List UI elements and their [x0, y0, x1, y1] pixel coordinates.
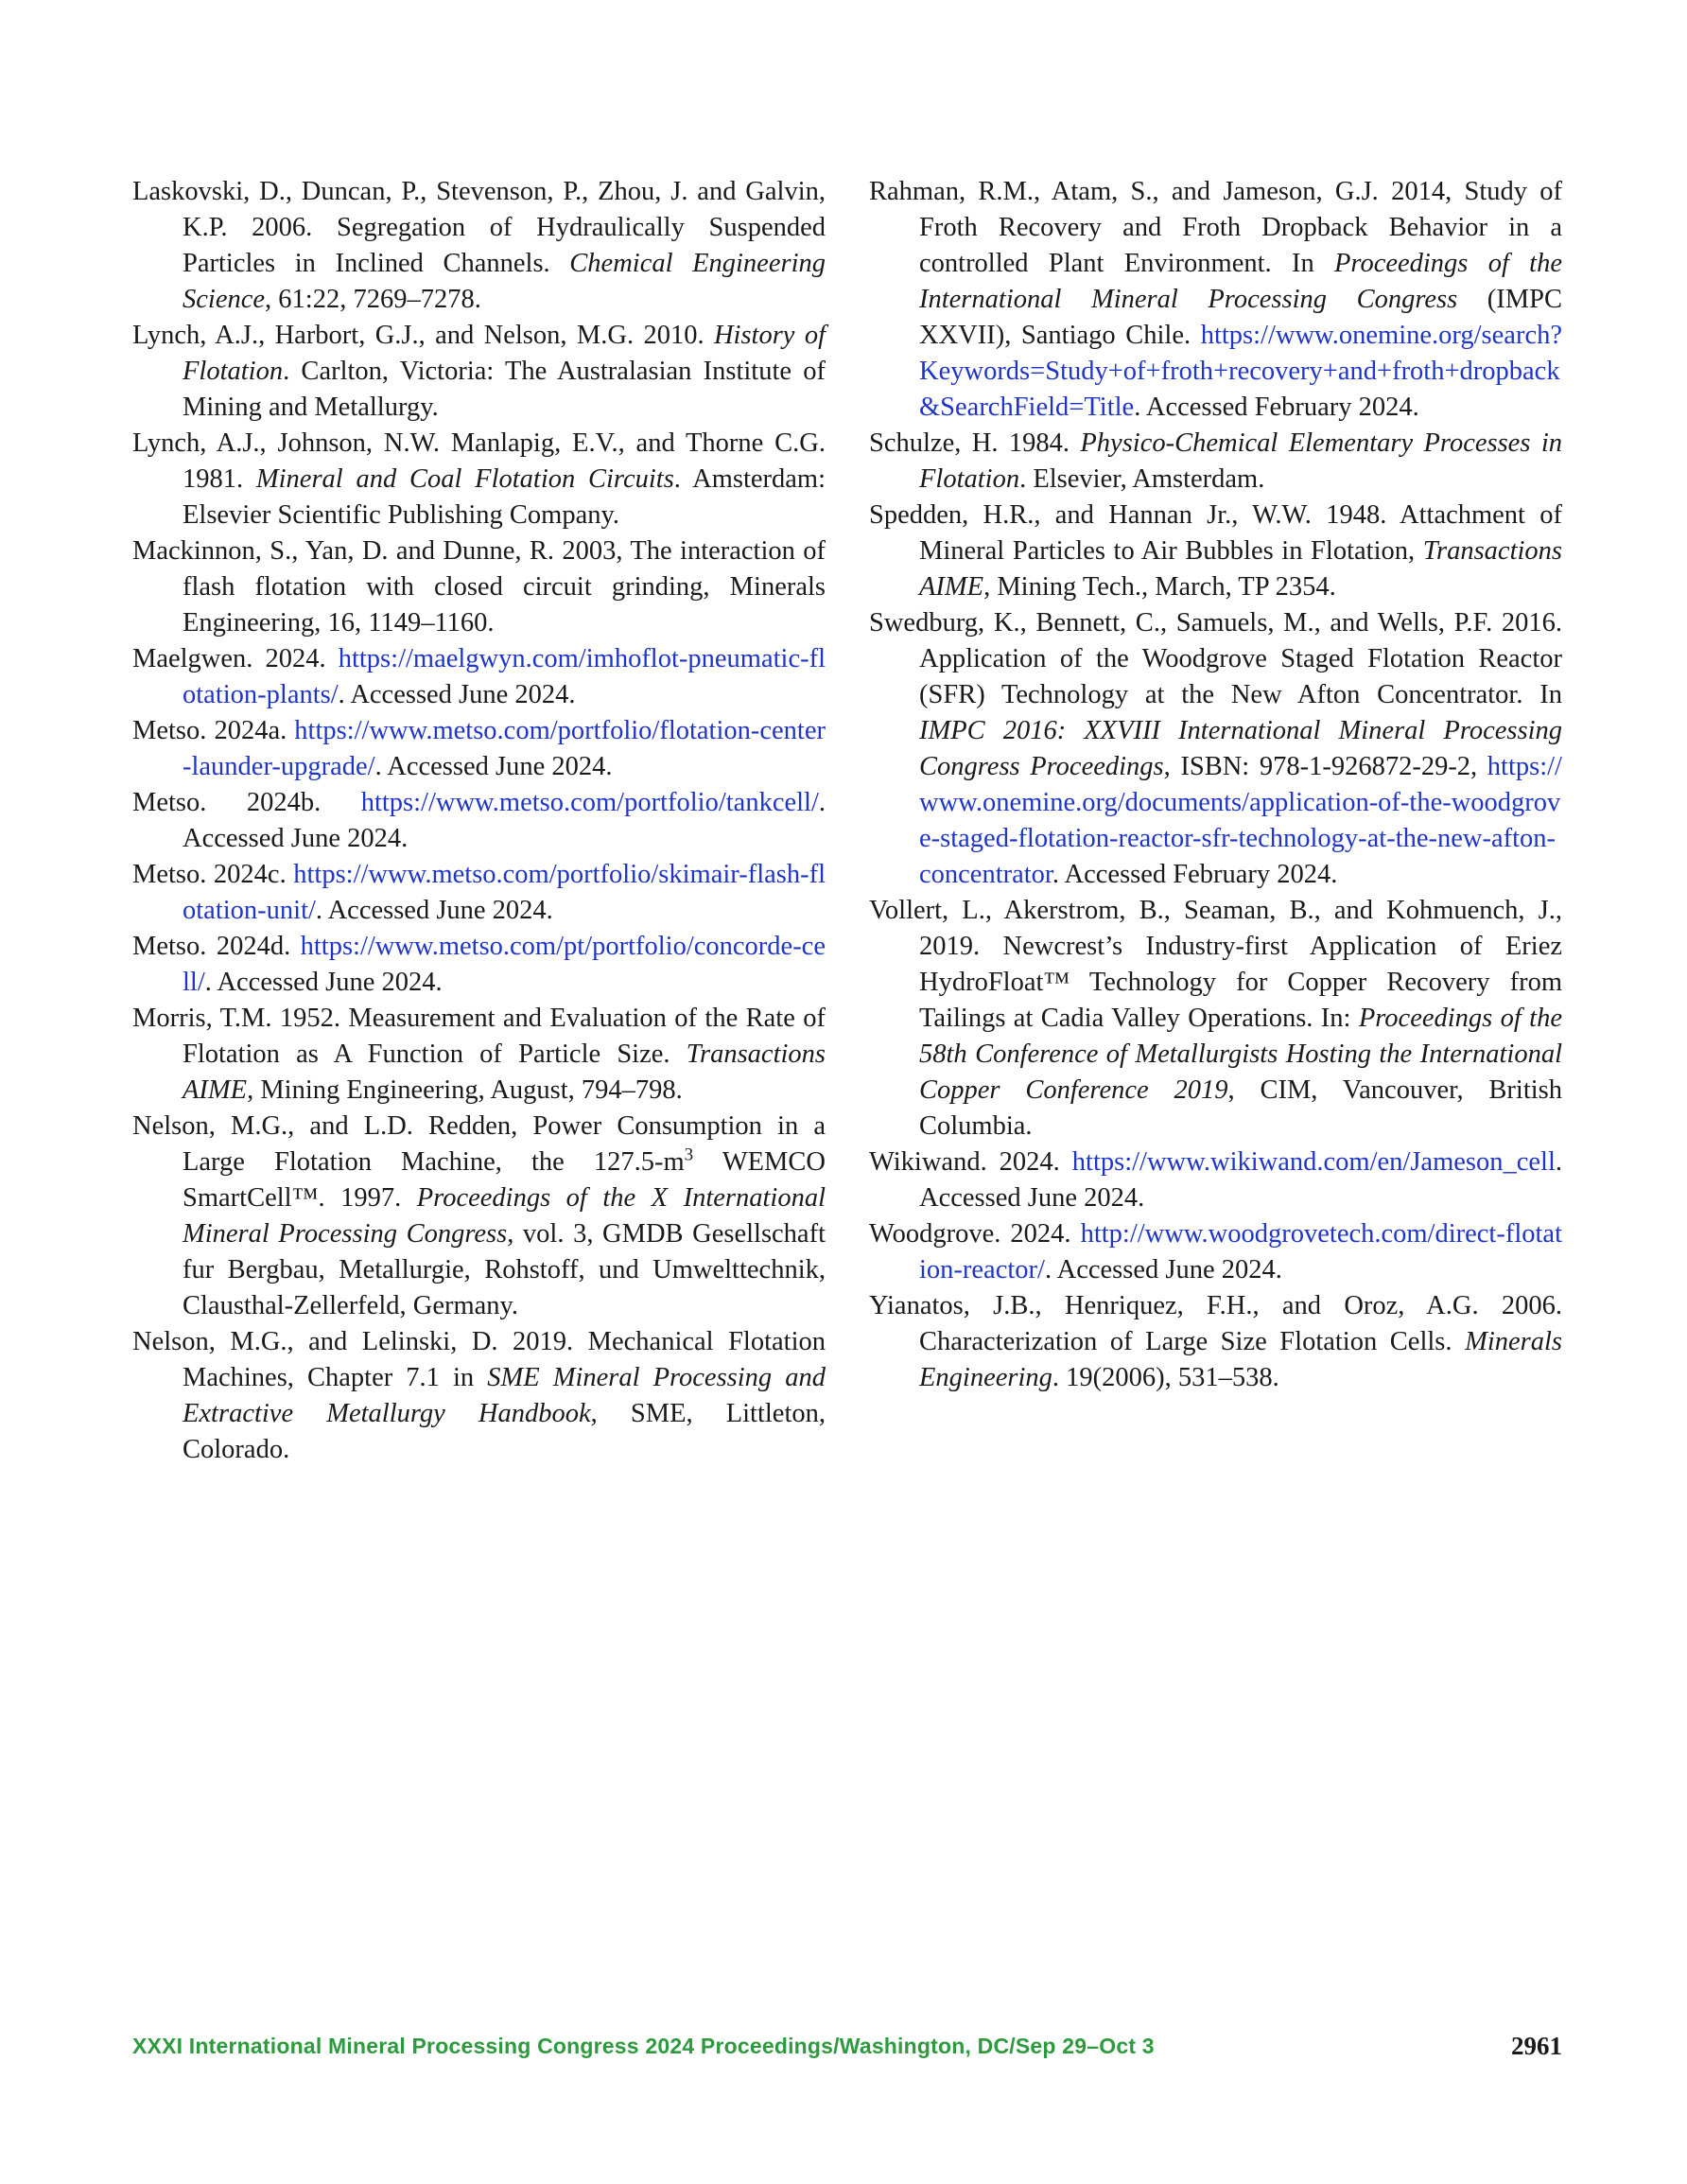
reference-title-italic: Proceedings of the International Mineral Processing Congress: [919, 249, 1562, 314]
reference-link[interactable]: http://www.woodgrovetech.com/direct-flotation-reactor/: [919, 1219, 1562, 1284]
reference-title-italic: Proceedings of the 58th Conference of Metallurgists Hosting the International Copper Conference 2019: [919, 1004, 1562, 1105]
reference-link[interactable]: https://www.metso.com/portfolio/skimair-flash-flotation-unit/: [183, 860, 826, 925]
reference-entry: [869, 498, 1562, 605]
reference-entry: [869, 893, 1562, 1144]
page-footer: [132, 2034, 1562, 2071]
reference-link[interactable]: https://www.metso.com/portfolio/tankcell/: [360, 788, 819, 817]
reference-text: Rahman, R.M., Atam, S., and Jameson, G.J. 2014, Study of Froth Recovery and Froth Dropback Behavior in a controlled Plant Environment. In: [869, 177, 1562, 278]
reference-link[interactable]: https://www.metso.com/pt/portfolio/concorde-cell/: [183, 932, 826, 997]
reference-text: , ISBN: 978-1-926872-29-2,: [1163, 752, 1487, 781]
reference-text: Yianatos, J.B., Henriquez, F.H., and Oroz, A.G. 2006. Characterization of Large Size Flotation Cells.: [869, 1291, 1562, 1356]
reference-entry: [869, 1216, 1562, 1288]
reference-text: Schulze, H. 1984.: [869, 428, 1081, 458]
reference-text: Nelson, M.G., and Lelinski, D. 2019. Mechanical Flotation Machines, Chapter 7.1 in: [132, 1327, 826, 1392]
reference-title-italic: History of Flotation: [183, 321, 826, 386]
reference-text: . Accessed June 2024.: [374, 752, 613, 781]
reference-entry: [869, 426, 1562, 498]
reference-text: . Accessed June 2024.: [204, 968, 443, 997]
reference-text: Woodgrove. 2024.: [869, 1219, 1081, 1249]
reference-text: . Accessed February 2024.: [1052, 860, 1338, 889]
reference-entry: [132, 318, 826, 426]
reference-entry: [132, 713, 826, 785]
reference-text: . Accessed February 2024.: [1134, 393, 1419, 422]
reference-text: , Mining Engineering, August, 794–798.: [247, 1075, 683, 1105]
reference-entry: [132, 174, 826, 318]
reference-text: . Accessed June 2024.: [919, 1147, 1562, 1213]
references-column-right: [869, 174, 1562, 1396]
reference-title-italic: Mineral and Coal Flotation Circuits: [255, 464, 674, 494]
reference-text: Metso. 2024d.: [132, 932, 301, 961]
reference-text: , vol. 3, GMDB Gesellschaft fur Bergbau, Metallurgie, Rohstoff, und Umwelttechnik, Clausthal-Zellerfeld, Germany.: [183, 1219, 826, 1320]
reference-link[interactable]: https://www.metso.com/portfolio/flotation-center-launder-upgrade/: [183, 716, 826, 781]
reference-entry: [132, 857, 826, 929]
reference-entry: [132, 641, 826, 713]
page-number: 2961: [1511, 2032, 1562, 2060]
reference-entry: [869, 605, 1562, 893]
reference-text: WEMCO SmartCell™. 1997.: [183, 1147, 826, 1213]
reference-text: Lynch, A.J., Johnson, N.W. Manlapig, E.V., and Thorne C.G. 1981.: [132, 428, 826, 494]
reference-entry: [869, 1144, 1562, 1216]
reference-entry: [132, 1324, 826, 1468]
reference-text: Vollert, L., Akerstrom, B., Seaman, B., and Kohmuench, J., 2019. Newcrest’s Industry-first Application of Eriez HydroFloat™ Technology for Copper Recovery from Tailings at Cadia Valley Operations. In:: [869, 896, 1562, 1033]
reference-title-italic: Transactions AIME: [919, 536, 1562, 602]
reference-text: Metso. 2024b.: [132, 788, 361, 817]
reference-link[interactable]: https://www.onemine.org/documents/application-of-the-woodgrove-staged-flotation-reactor-sfr-technology-at-the-new-afton-concentrator: [919, 752, 1562, 889]
reference-entry: [132, 785, 826, 857]
reference-text: , Mining Tech., March, TP 2354.: [983, 572, 1336, 602]
reference-text: Metso. 2024c.: [132, 860, 294, 889]
reference-text: . Amsterdam: Elsevier Scientific Publishing Company.: [183, 464, 826, 530]
reference-title-italic: Transactions AIME: [183, 1040, 826, 1105]
reference-text: . 19(2006), 531–538.: [1052, 1363, 1279, 1392]
reference-entry: [132, 426, 826, 533]
reference-text: Wikiwand. 2024.: [869, 1147, 1072, 1177]
reference-entry: [132, 1109, 826, 1324]
reference-text: Metso. 2024a.: [132, 716, 295, 745]
reference-text: , SME, Littleton, Colorado.: [183, 1399, 826, 1464]
reference-text: Laskovski, D., Duncan, P., Stevenson, P., Zhou, J. and Galvin, K.P. 2006. Segregation of Hydraulically Suspended Particles in Inclined Channels.: [132, 177, 826, 278]
reference-text: Mackinnon, S., Yan, D. and Dunne, R. 2003, The interaction of flash flotation with closed circuit grinding, Minerals Engineering, 16, 1149–1160.: [132, 536, 826, 638]
reference-text: Lynch, A.J., Harbort, G.J., and Nelson, M.G. 2010.: [132, 321, 714, 350]
reference-title-italic: IMPC 2016: XXVIII International Mineral Processing Congress Proceedings: [919, 716, 1562, 781]
reference-entry: [132, 929, 826, 1001]
reference-text: (IMPC XXVII), Santiago Chile.: [919, 285, 1562, 350]
reference-link[interactable]: https://www.wikiwand.com/en/Jameson_cell: [1071, 1147, 1556, 1177]
references-column-left: [132, 174, 826, 1468]
reference-title-italic: SME Mineral Processing and Extractive Metallurgy Handbook: [183, 1363, 826, 1428]
reference-text: . Carlton, Victoria: The Australasian Institute of Mining and Metallurgy.: [183, 357, 826, 422]
reference-text: Spedden, H.R., and Hannan Jr., W.W. 1948. Attachment of Mineral Particles to Air Bubbles in Flotation,: [869, 500, 1562, 566]
reference-text: Morris, T.M. 1952. Measurement and Evaluation of the Rate of Flotation as A Function of Particle Size.: [132, 1004, 826, 1069]
reference-entry: [869, 1288, 1562, 1396]
reference-text: . Accessed June 2024.: [338, 680, 576, 709]
reference-text: . Accessed June 2024.: [315, 896, 553, 925]
reference-text: , 61:22, 7269–7278.: [265, 285, 481, 314]
reference-entry: [869, 174, 1562, 426]
reference-text: Maelgwen. 2024.: [132, 644, 339, 673]
reference-text: . Elsevier, Amsterdam.: [1019, 464, 1265, 494]
reference-text: Nelson, M.G., and L.D. Redden, Power Consumption in a Large Flotation Machine, the 127.5-m: [132, 1111, 826, 1177]
reference-text: . Accessed June 2024.: [1044, 1255, 1282, 1284]
reference-title-italic: Physico-Chemical Elementary Processes in Flotation: [919, 428, 1562, 494]
reference-text: Swedburg, K., Bennett, C., Samuels, M., and Wells, P.F. 2016. Application of the Woodgrove Staged Flotation Reactor (SFR) Technology at the New Afton Concentrator. In: [869, 608, 1562, 709]
reference-text: , CIM, Vancouver, British Columbia.: [919, 1075, 1562, 1141]
reference-entry: [132, 1001, 826, 1109]
footer-conference-title: XXXI International Mineral Processing Congress 2024 Proceedings/Washington, DC/Sep 29–Oct 3: [132, 2034, 1155, 2058]
reference-link[interactable]: https://www.onemine.org/search?Keywords=Study+of+froth+recovery+and+froth+dropback&SearchField=Title: [919, 321, 1562, 422]
reference-title-italic: Proceedings of the X International Mineral Processing Congress: [183, 1183, 826, 1249]
reference-title-italic: Chemical Engineering Science: [183, 249, 826, 314]
superscript: 3: [684, 1144, 694, 1165]
reference-text: . Accessed June 2024.: [183, 788, 826, 853]
reference-entry: [132, 533, 826, 641]
reference-link[interactable]: https://maelgwyn.com/imhoflot-pneumatic-flotation-plants/: [183, 644, 826, 709]
reference-title-italic: Minerals Engineering: [919, 1327, 1562, 1392]
